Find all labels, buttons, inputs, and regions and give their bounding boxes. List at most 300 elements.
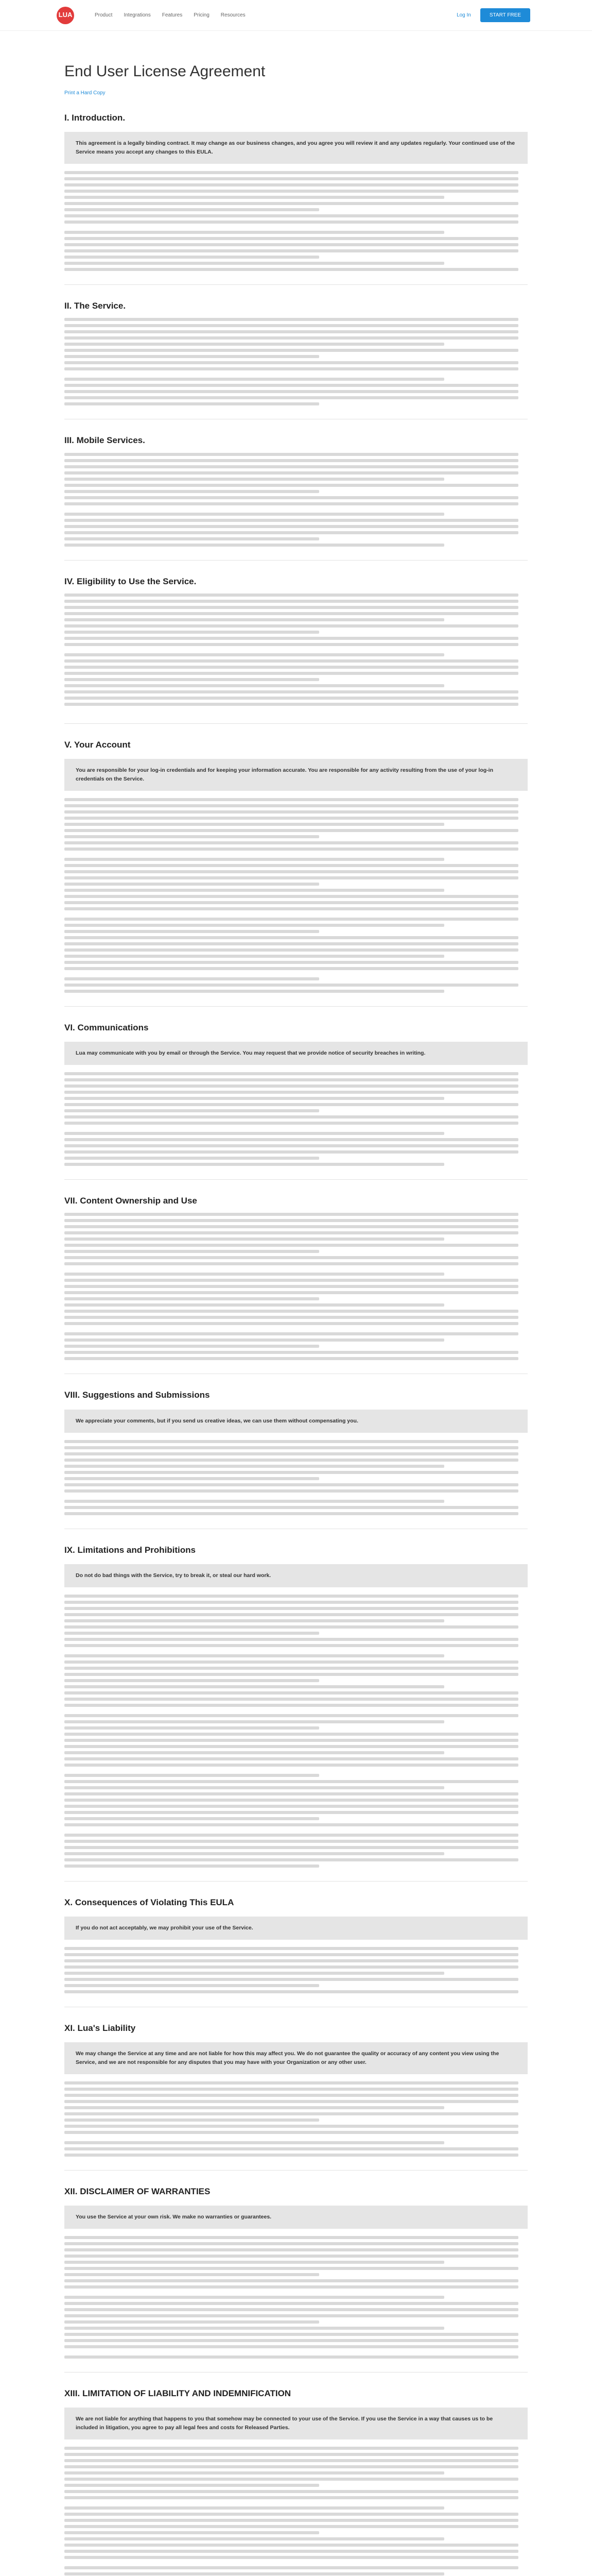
text-line <box>64 2506 444 2510</box>
text-line <box>64 324 518 327</box>
text-line <box>64 1685 444 1688</box>
text-line <box>64 1157 319 1160</box>
text-line <box>64 1817 319 1820</box>
text-line <box>64 1297 319 1300</box>
text-line <box>64 330 518 333</box>
text-line <box>64 243 518 246</box>
text-line <box>64 624 518 628</box>
text-line <box>64 1852 444 1855</box>
section-summary-callout: If you do not act acceptably, we may prohibit your use of the Service. <box>64 1917 528 1940</box>
text-line <box>64 1679 319 1682</box>
text-line <box>64 1811 518 1814</box>
text-line <box>64 829 518 832</box>
text-line <box>64 1231 518 1234</box>
section-body-text <box>64 594 528 710</box>
section-body-text <box>64 1072 528 1166</box>
text-line <box>64 2478 518 2481</box>
text-line <box>64 690 518 693</box>
text-line <box>64 183 518 187</box>
section-body-text <box>64 798 528 993</box>
text-line <box>64 841 518 844</box>
text-line <box>64 1506 518 1509</box>
text-line <box>64 1132 444 1135</box>
text-line <box>64 1285 518 1288</box>
section-body-text <box>64 1440 528 1515</box>
text-line <box>64 1786 444 1789</box>
text-line <box>64 817 518 820</box>
text-line <box>64 2537 444 2540</box>
text-line <box>64 2525 518 2528</box>
text-line <box>64 984 518 987</box>
section-divider <box>64 2170 528 2171</box>
text-line <box>64 367 518 370</box>
text-line <box>64 1512 518 1515</box>
text-line <box>64 1163 444 1166</box>
page-title: End User License Agreement <box>64 63 266 80</box>
nav-item-features[interactable]: Features <box>162 12 183 18</box>
text-line <box>64 2447 518 2450</box>
eula-section <box>64 2387 528 2576</box>
text-line <box>64 1984 319 1987</box>
text-line <box>64 1262 518 1265</box>
text-line <box>64 537 319 540</box>
text-line <box>64 396 518 399</box>
section-body-text <box>64 1213 528 1360</box>
text-line <box>64 1310 518 1313</box>
text-line <box>64 1477 319 1480</box>
text-line <box>64 2484 319 2487</box>
text-line <box>64 2119 319 2122</box>
text-line <box>64 1279 518 1282</box>
text-line <box>64 612 518 615</box>
text-line <box>64 1751 444 1754</box>
text-line <box>64 1619 444 1622</box>
section-summary-callout: You use the Service at your own risk. We make no warranties or guarantees. <box>64 2206 528 2229</box>
section-heading: III. Mobile Services. <box>64 435 145 446</box>
eula-section <box>64 1896 528 2007</box>
section-divider <box>64 560 528 561</box>
text-line <box>64 1764 518 1767</box>
text-line <box>64 1953 518 1956</box>
text-line <box>64 256 319 259</box>
text-line <box>64 977 319 980</box>
text-line <box>64 1632 319 1635</box>
section-summary-callout: We appreciate your comments, but if you send us creative ideas, we can use them without compensating you. <box>64 1410 528 1433</box>
text-line <box>64 1757 518 1760</box>
eula-section <box>64 1194 528 1374</box>
text-line <box>64 519 518 522</box>
section-summary-callout: We are not liable for anything that happens to you that somehow may be connected to your use of the Service. If you use the Service in a way that causes us to be included in litigation, you agree to pay all legal fees and costs for Released Parties. <box>64 2408 528 2439</box>
eula-section <box>64 2022 528 2171</box>
text-line <box>64 2147 518 2150</box>
text-line <box>64 1291 518 1294</box>
text-line <box>64 1084 518 1088</box>
text-line <box>64 672 518 675</box>
text-line <box>64 2556 518 2559</box>
text-line <box>64 513 444 516</box>
text-line <box>64 1097 444 1100</box>
text-line <box>64 471 518 474</box>
text-line <box>64 631 319 634</box>
text-line <box>64 2355 518 2359</box>
text-line <box>64 2333 518 2336</box>
text-line <box>64 1613 518 1616</box>
text-line <box>64 2081 518 2084</box>
text-line <box>64 231 444 234</box>
text-line <box>64 942 518 945</box>
text-line <box>64 2131 518 2134</box>
text-line <box>64 606 518 609</box>
section-heading: IX. Limitations and Prohibitions <box>64 1545 196 1555</box>
eula-section <box>64 1388 528 1529</box>
text-line <box>64 1316 518 1319</box>
text-line <box>64 990 444 993</box>
text-line <box>64 1078 518 1081</box>
text-line <box>64 2267 518 2270</box>
section-summary-callout: You are responsible for your log-in credentials and for keeping your information accurate. You are responsible for any activity resulting from the use of your log-in credentials on the Service. <box>64 759 528 791</box>
text-line <box>64 2112 518 2115</box>
text-line <box>64 2242 518 2245</box>
section-body-text <box>64 2081 528 2157</box>
nav-item-product[interactable]: Product <box>95 12 113 18</box>
text-line <box>64 478 444 481</box>
text-line <box>64 600 518 603</box>
text-line <box>64 1698 518 1701</box>
text-line <box>64 355 319 358</box>
text-line <box>64 697 518 700</box>
login-link[interactable]: Log In <box>457 12 471 18</box>
text-line <box>64 496 518 499</box>
text-line <box>64 1865 319 1868</box>
text-line <box>64 196 444 199</box>
text-line <box>64 1345 319 1348</box>
text-line <box>64 1595 518 1598</box>
text-line <box>64 1726 319 1730</box>
section-heading: XI. Lua's Liability <box>64 2023 136 2033</box>
text-line <box>64 1238 444 1241</box>
text-line <box>64 2345 518 2348</box>
text-line <box>64 490 319 493</box>
text-line <box>64 924 444 927</box>
eula-section <box>64 575 528 724</box>
text-line <box>64 1858 518 1861</box>
text-line <box>64 678 319 681</box>
text-line <box>64 1704 518 1707</box>
text-line <box>64 2285 518 2289</box>
text-line <box>64 1440 518 1443</box>
section-heading: XII. DISCLAIMER OF WARRANTIES <box>64 2186 211 2196</box>
eula-content <box>64 60 528 2576</box>
text-line <box>64 1792 518 1795</box>
text-line <box>64 2572 444 2575</box>
section-divider <box>64 284 528 285</box>
section-body-text <box>64 2447 528 2576</box>
text-line <box>64 889 444 892</box>
text-line <box>64 835 319 838</box>
text-line <box>64 2273 319 2276</box>
section-summary-callout: Lua may communicate with you by email or through the Service. You may request that we provide notice of security breaches in writing. <box>64 1042 528 1065</box>
section-body-text <box>64 171 528 271</box>
text-line <box>64 864 518 867</box>
text-line <box>64 895 518 898</box>
text-line <box>64 2154 518 2157</box>
eula-section <box>64 1544 528 1882</box>
text-line <box>64 2302 518 2305</box>
text-line <box>64 2106 444 2109</box>
site-header <box>0 0 592 31</box>
text-line <box>64 1644 518 1647</box>
text-line <box>64 1244 518 1247</box>
text-line <box>64 876 518 879</box>
text-line <box>64 1739 518 1742</box>
text-line <box>64 402 319 405</box>
section-body-text <box>64 1947 528 1993</box>
section-summary-callout: We may change the Service at any time and are not liable for how this may affect you. We do not guarantee the quality or accuracy of any content you view using the Service, and we are not responsible for any disputes that you may have with your Organization or any other user. <box>64 2042 528 2074</box>
text-line <box>64 810 518 814</box>
text-line <box>64 666 518 669</box>
text-line <box>64 1357 518 1360</box>
text-line <box>64 2550 518 2553</box>
text-line <box>64 171 518 174</box>
eula-section <box>64 738 528 1007</box>
text-line <box>64 2339 518 2342</box>
text-line <box>64 1465 444 1468</box>
section-heading: VI. Communications <box>64 1022 149 1032</box>
text-line <box>64 1109 319 1112</box>
text-line <box>64 1745 518 1748</box>
text-line <box>64 870 518 873</box>
text-line <box>64 177 518 180</box>
text-line <box>64 804 518 807</box>
text-line <box>64 961 518 964</box>
eula-section <box>64 299 528 419</box>
text-line <box>64 525 518 528</box>
lua-logo[interactable]: LUA <box>57 7 74 24</box>
header-actions <box>457 8 530 23</box>
text-line <box>64 1072 518 1075</box>
text-line <box>64 2255 518 2258</box>
section-heading: VIII. Suggestions and Submissions <box>64 1390 210 1400</box>
section-heading: I. Introduction. <box>64 113 126 123</box>
text-line <box>64 343 444 346</box>
text-line <box>64 930 319 933</box>
text-line <box>64 2125 518 2128</box>
section-body-text <box>64 2236 528 2359</box>
text-line <box>64 1607 518 1610</box>
text-line <box>64 2141 444 2144</box>
text-line <box>64 1673 518 1676</box>
section-divider <box>64 1179 528 1180</box>
text-line <box>64 249 518 252</box>
text-line <box>64 2471 444 2475</box>
text-line <box>64 1625 518 1629</box>
text-line <box>64 1213 518 1216</box>
main-nav <box>95 11 246 20</box>
text-line <box>64 2490 518 2493</box>
text-line <box>64 643 518 646</box>
text-line <box>64 1667 518 1670</box>
text-line <box>64 214 518 217</box>
text-line <box>64 2236 518 2239</box>
text-line <box>64 955 444 958</box>
text-line <box>64 1489 518 1493</box>
text-line <box>64 1834 518 1837</box>
text-line <box>64 484 518 487</box>
text-line <box>64 901 518 904</box>
text-line <box>64 1846 518 1849</box>
text-line <box>64 2566 518 2569</box>
text-line <box>64 2531 319 2534</box>
eula-section <box>64 1021 528 1180</box>
section-heading: V. Your Account <box>64 739 131 750</box>
text-line <box>64 1219 518 1222</box>
text-line <box>64 237 518 240</box>
section-heading: XIII. LIMITATION OF LIABILITY AND INDEMNIFICATION <box>64 2388 291 2398</box>
text-line <box>64 2100 518 2103</box>
text-line <box>64 703 518 706</box>
text-line <box>64 653 444 656</box>
text-line <box>64 907 518 910</box>
text-line <box>64 1823 518 1826</box>
nav-item-integrations[interactable]: Integrations <box>124 12 151 18</box>
text-line <box>64 2248 518 2251</box>
text-line <box>64 1780 518 1783</box>
text-line <box>64 1150 518 1154</box>
text-line <box>64 1338 444 1342</box>
text-line <box>64 798 518 801</box>
text-line <box>64 384 518 387</box>
text-line <box>64 1799 518 1802</box>
text-line <box>64 2308 518 2311</box>
text-line <box>64 544 444 547</box>
text-line <box>64 2296 444 2299</box>
text-line <box>64 318 518 321</box>
text-line <box>64 1947 518 1950</box>
section-body-text <box>64 453 528 547</box>
text-line <box>64 378 444 381</box>
text-line <box>64 1144 518 1147</box>
text-line <box>64 1840 518 1843</box>
text-line <box>64 1452 518 1455</box>
text-line <box>64 1091 518 1094</box>
nav-item-resources[interactable]: Resources <box>220 12 246 18</box>
text-line <box>64 1990 518 1993</box>
text-line <box>64 2279 518 2282</box>
text-line <box>64 848 518 851</box>
text-line <box>64 1720 444 1723</box>
text-line <box>64 948 518 952</box>
text-line <box>64 1654 444 1657</box>
text-line <box>64 390 518 393</box>
text-line <box>64 967 518 970</box>
text-line <box>64 2465 518 2468</box>
text-line <box>64 2314 518 2317</box>
text-line <box>64 883 319 886</box>
text-line <box>64 1972 444 1975</box>
text-line <box>64 936 518 939</box>
text-line <box>64 453 518 456</box>
section-heading: IV. Eligibility to Use the Service. <box>64 576 197 586</box>
text-line <box>64 349 518 352</box>
text-line <box>64 1978 518 1981</box>
print-link[interactable]: Print a Hard Copy <box>64 90 106 96</box>
section-heading: VII. Content Ownership and Use <box>64 1196 197 1206</box>
text-line <box>64 1660 518 1664</box>
text-line <box>64 2088 518 2091</box>
text-line <box>64 594 518 597</box>
text-line <box>64 1351 518 1354</box>
text-line <box>64 2327 444 2330</box>
section-heading: II. The Service. <box>64 300 126 311</box>
eula-section <box>64 111 528 285</box>
text-line <box>64 190 518 193</box>
text-line <box>64 1714 518 1717</box>
text-line <box>64 1500 444 1503</box>
text-line <box>64 1733 518 1736</box>
text-line <box>64 2519 518 2522</box>
section-summary-callout: This agreement is a legally binding contract. It may change as our business changes, and you agree you will review it and any updates regularly. Your continued use of the Service means you accept any changes to this EULA. <box>64 132 528 164</box>
sections-container <box>64 111 528 2576</box>
text-line <box>64 465 518 468</box>
text-line <box>64 858 444 861</box>
text-line <box>64 823 444 826</box>
text-line <box>64 208 319 211</box>
nav-item-pricing[interactable]: Pricing <box>194 12 210 18</box>
text-line <box>64 336 518 340</box>
start-free-button[interactable]: START FREE <box>480 8 530 23</box>
section-divider <box>64 1006 528 1007</box>
text-line <box>64 1250 319 1253</box>
text-line <box>64 2496 518 2499</box>
text-line <box>64 1273 444 1276</box>
text-line <box>64 2261 444 2264</box>
text-line <box>64 637 518 640</box>
text-line <box>64 1805 518 1808</box>
text-line <box>64 268 518 271</box>
text-line <box>64 2320 319 2324</box>
text-line <box>64 918 518 921</box>
text-line <box>64 221 518 224</box>
section-divider <box>64 1881 528 1882</box>
text-line <box>64 1115 518 1118</box>
text-line <box>64 1256 518 1259</box>
text-line <box>64 2544 518 2547</box>
text-line <box>64 618 444 621</box>
text-line <box>64 1471 518 1474</box>
section-divider <box>64 723 528 724</box>
text-line <box>64 1122 518 1125</box>
section-heading: X. Consequences of Violating This EULA <box>64 1897 234 1907</box>
text-line <box>64 1459 518 1462</box>
text-line <box>64 531 518 534</box>
text-line <box>64 502 518 505</box>
section-body-text <box>64 318 528 405</box>
text-line <box>64 1691 518 1694</box>
text-line <box>64 1225 518 1228</box>
text-line <box>64 1774 319 1777</box>
text-line <box>64 2513 518 2516</box>
text-line <box>64 1103 518 1106</box>
text-line <box>64 1959 518 1962</box>
text-line <box>64 361 518 364</box>
text-line <box>64 1446 518 1449</box>
text-line <box>64 659 518 663</box>
text-line <box>64 202 518 205</box>
text-line <box>64 2453 518 2456</box>
text-line <box>64 684 444 687</box>
text-line <box>64 1332 518 1335</box>
text-line <box>64 1322 518 1325</box>
